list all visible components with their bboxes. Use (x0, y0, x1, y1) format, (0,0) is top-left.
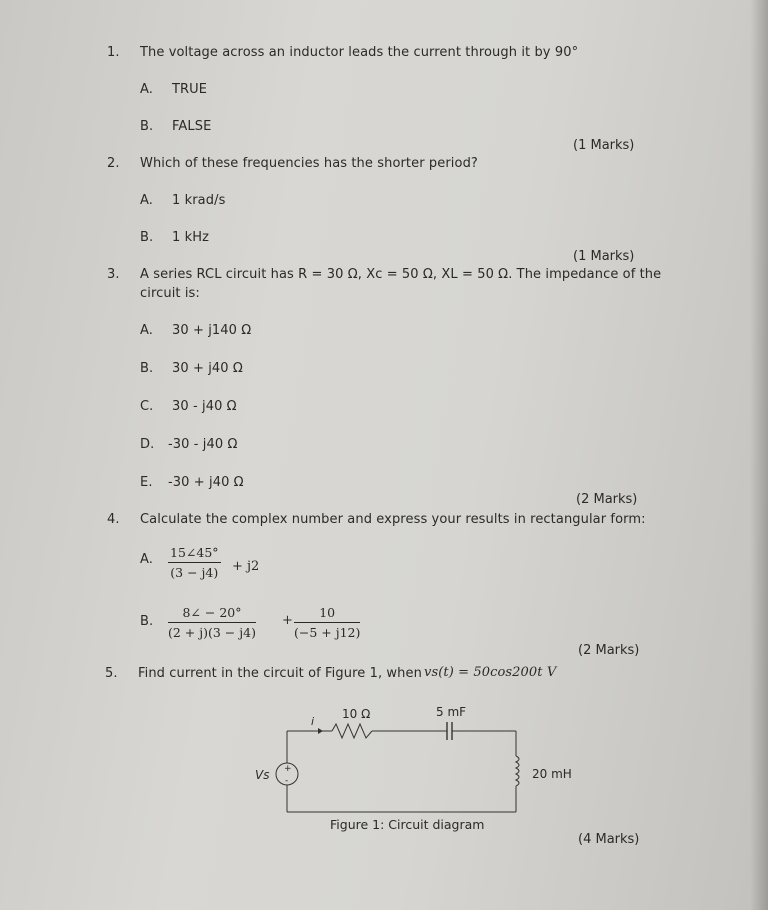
q1-text: The voltage across an inductor leads the current through it by 90° (140, 45, 579, 60)
figure-caption: Figure 1: Circuit diagram (330, 817, 485, 832)
q2-option-b: 1 kHz (172, 230, 210, 245)
q3-option-d: -30 - j40 Ω (168, 437, 238, 452)
q4-b-denominator-1: (2 + j)(3 − j4) (168, 625, 256, 640)
q4-b-numerator-1: 8∠ − 20° (168, 605, 256, 623)
q3-option-b: 30 + j40 Ω (172, 361, 243, 376)
q3-option-a: 30 + j140 Ω (172, 323, 252, 338)
q3-option-c: 30 - j40 Ω (172, 399, 237, 414)
source-label: Vs (255, 768, 270, 782)
q4-b-denominator-2: (−5 + j12) (294, 625, 361, 640)
q3-number: 3. (107, 267, 120, 282)
q1-marks: (1 Marks) (573, 138, 635, 153)
q1-option-a: TRUE (172, 82, 208, 97)
current-label: i (311, 715, 315, 728)
q1-option-a-letter: A. (140, 82, 153, 97)
q2-option-b-letter: B. (140, 230, 154, 245)
q4-a-letter: A. (140, 552, 153, 567)
q4-a-denominator: (3 − j4) (170, 565, 219, 580)
q5-equation: vs(t) = 50cos200t V (424, 665, 557, 680)
q3-marks: (2 Marks) (576, 492, 638, 507)
capacitor-label: 5 mF (436, 705, 467, 719)
source-minus-sign: - (285, 776, 289, 786)
q3-line1: A series RCL circuit has R = 30 Ω, Xc = 50 Ω, XL = 50 Ω. The impedance of the (140, 267, 662, 282)
source-plus-sign: + (284, 764, 292, 774)
q3-option-a-letter: A. (140, 323, 153, 338)
q4-b-plus: + (282, 613, 293, 628)
q3-option-e-letter: E. (140, 475, 153, 490)
q4-a-numerator: 15∠45° (168, 545, 221, 563)
q5-text: Find current in the circuit of Figure 1, when (138, 666, 422, 681)
q4-a-tail: + j2 (232, 559, 260, 574)
q3-option-c-letter: C. (140, 399, 154, 414)
q1-option-b-letter: B. (140, 119, 154, 134)
q5-marks: (4 Marks) (578, 832, 640, 847)
q4-marks: (2 Marks) (578, 643, 640, 658)
q3-option-e: -30 + j40 Ω (168, 475, 244, 490)
q3-line2: circuit is: (140, 286, 200, 301)
q1-number: 1. (107, 45, 120, 60)
q4-number: 4. (107, 512, 120, 527)
q5-number: 5. (105, 666, 118, 681)
inductor-label: 20 mH (532, 767, 572, 781)
resistor-label: 10 Ω (342, 707, 371, 721)
q4-text: Calculate the complex number and express your results in rectangular form: (140, 512, 646, 527)
q4-b-letter: B. (140, 614, 154, 629)
q4-b-numerator-2: 10 (294, 605, 360, 623)
inductor-symbol (516, 756, 519, 786)
current-arrow-head (318, 728, 323, 734)
q2-number: 2. (107, 156, 120, 171)
q2-option-a: 1 krad/s (172, 193, 226, 208)
q1-option-b: FALSE (172, 119, 212, 134)
q2-option-a-letter: A. (140, 193, 153, 208)
resistor-symbol (332, 724, 372, 738)
q2-marks: (1 Marks) (573, 249, 635, 264)
q2-text: Which of these frequencies has the shorter period? (140, 156, 478, 171)
q3-option-b-letter: B. (140, 361, 154, 376)
q3-option-d-letter: D. (140, 437, 155, 452)
